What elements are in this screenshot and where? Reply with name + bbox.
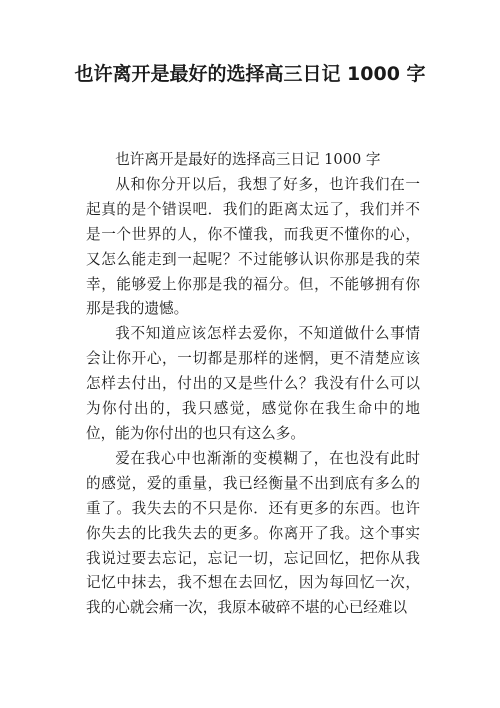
paragraph: 爱在我心中也渐渐的变模糊了，在也没有此时的感觉，爱的重量，我已经衡量不出到底有多么的重了。我失去的不只是你．还有更多的东西。也许你失去的比我失去的更多。你离开了我。这个事实我说过要去忘记，忘记一切，忘记回忆，把你从我记忆中抹去，我不想在去回忆，因为每回忆一次，我的心就会痛一次，我原本破碎不堪的心已经难以 bbox=[86, 449, 420, 617]
paragraph: 我不知道应该怎样去爱你，不知道做什么事情会让你开心，一切都是那样的迷惘，更不清楚应该怎样去付出，付出的又是些什么？我没有什么可以为你付出的，我只感觉，感觉你在我生命中的地位，能为你付出的也只有这么多。 bbox=[86, 325, 420, 442]
paragraph-subtitle: 也许离开是最好的选择高三日记 1000 字 bbox=[115, 151, 381, 168]
document-title: 也许离开是最好的选择高三日记 1000 字 bbox=[74, 63, 426, 85]
document-body bbox=[86, 148, 420, 621]
paragraph: 从和你分开以后，我想了好多，也许我们在一起真的是个错误吧．我们的距离太远了，我们并不是一个世界的人，你不懂我，而我更不懂你的心，又怎么能走到一起呢？不过能够认识你那是我的荣幸，能够爱上你那是我的福分。但，不能够拥有你那是我的遗憾。 bbox=[86, 175, 420, 318]
